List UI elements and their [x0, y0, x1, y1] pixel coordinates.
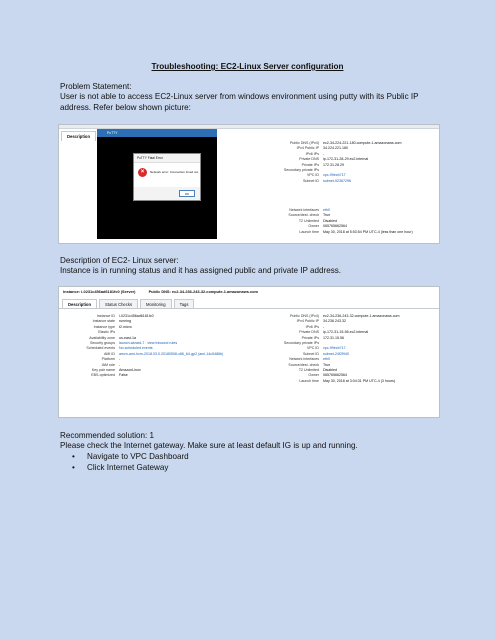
- tab-tags[interactable]: Tags: [174, 299, 195, 309]
- list-item: • Click Internet Gateway: [72, 462, 169, 472]
- detail-value: False: [119, 373, 128, 378]
- detail-key: Subnet ID: [303, 178, 319, 183]
- tab-description[interactable]: Description: [62, 299, 97, 309]
- detail-key: IPv6 IPs: [305, 324, 319, 329]
- detail-key: T2 Unlimited: [298, 368, 319, 373]
- detail-key: Instance state: [92, 319, 115, 324]
- detail-key: Instance ID: [96, 314, 115, 318]
- detail-key: Owner: [308, 224, 319, 229]
- detail-key: T2 Unlimited: [298, 218, 319, 223]
- detail-row: [263, 179, 402, 184]
- error-message: Network error: Connection timed out: [150, 170, 199, 174]
- detail-key: Secondary private IPs: [283, 341, 319, 346]
- instance-header: Instance: i-0231c456ad6181fc0 (Server) Public DNS: ec2-34-236-243-32.compute-1.amazonaws.com: [63, 289, 258, 294]
- detail-key: IAM role: [101, 362, 115, 367]
- detail-value: i-0231c456ad6181fc0: [119, 314, 154, 318]
- detail-key: IPv4 Public IP: [296, 319, 319, 324]
- detail-value: us-east-1a: [119, 335, 136, 340]
- detail-value: ip-172-31-28-29.ec2.internal: [323, 157, 369, 162]
- detail-value: ip-172-31-15-56.ec2.internal: [323, 330, 369, 335]
- detail-value: 34.236.243.32: [323, 319, 346, 324]
- detail-key: Private IPs: [301, 335, 319, 340]
- doc-title: Troubleshooting: EC2-Linux Server configuration: [151, 62, 344, 71]
- detail-value: 065765662564: [323, 373, 347, 378]
- solution-heading: Recommended solution: 1: [60, 431, 155, 440]
- detail-value[interactable]: amzn-ami-hvm-2018.03.0.20180508-x86_64-gp2 (ami-14c5486b): [119, 351, 224, 356]
- detail-key: Private DNS: [299, 330, 319, 335]
- tab-status-checks[interactable]: Status Checks: [99, 299, 138, 309]
- detail-value: True: [323, 213, 331, 218]
- detail-value: 172.31.28.29: [323, 162, 344, 167]
- detail-value: May 30, 2018 at 3:04:31 PM UTC-4 (3 hours): [323, 378, 396, 383]
- detail-key: IPv6 IPs: [305, 151, 319, 156]
- tab-monitoring[interactable]: Monitoring: [140, 299, 172, 309]
- detail-key: Public DNS (IPv4): [290, 314, 319, 318]
- detail-key: EBS-optimized: [91, 373, 115, 378]
- instance-details-1: [263, 141, 402, 184]
- solution-steps: [72, 452, 189, 473]
- detail-value[interactable]: No scheduled events: [119, 346, 153, 351]
- ok-button[interactable]: OK: [179, 190, 195, 197]
- detail-key: Public DNS (IPv4): [290, 141, 319, 145]
- detail-value[interactable]: eth0: [323, 357, 330, 362]
- dialog-title: PuTTY Fatal Error: [134, 154, 200, 163]
- detail-value: May 30, 2018 at 5:53:54 PM UTC-4 (less than one hour): [323, 229, 413, 234]
- error-icon: ×: [138, 168, 147, 177]
- detail-key: VPC ID: [307, 173, 319, 178]
- detail-key: VPC ID: [307, 346, 319, 351]
- detail-key: IPv4 Public IP: [296, 146, 319, 151]
- list-item: • Navigate to VPC Dashboard: [72, 452, 189, 461]
- instance-details-right: [263, 314, 400, 384]
- detail-row: [59, 373, 223, 378]
- detail-key: Elastic IPs: [98, 330, 115, 335]
- detail-value: -: [119, 357, 121, 362]
- detail-key: Scheduled events: [86, 346, 115, 351]
- detail-key: Owner: [308, 373, 319, 378]
- detail-value: -: [119, 362, 121, 367]
- detail-key: Network interfaces: [289, 208, 319, 212]
- instance-details-2: [263, 208, 413, 235]
- detail-row: [263, 379, 400, 384]
- description-heading: Description of EC2- Linux server:: [60, 256, 179, 265]
- detail-key: Source/dest. check: [288, 362, 319, 367]
- description-text: Instance is in running status and it has assigned public and private IP address.: [60, 266, 342, 275]
- detail-value: Disabled: [323, 218, 337, 223]
- detail-value: 065765662564: [323, 224, 347, 229]
- detail-key: Security groups: [90, 341, 115, 346]
- screenshot-instance-description: [58, 286, 440, 418]
- detail-value: ec2-34-236-243-32.compute-1.amazonaws.com: [323, 314, 400, 318]
- detail-value: AmazonLinux: [119, 368, 141, 373]
- detail-key: Subnet ID: [303, 351, 319, 356]
- detail-value: 172.31.15.56: [323, 335, 344, 340]
- detail-value: 34.224.221.180: [323, 146, 348, 151]
- detail-key: Source/dest. check: [288, 213, 319, 218]
- detail-value: running: [119, 319, 131, 324]
- detail-key: Platform: [101, 357, 115, 362]
- detail-value[interactable]: launch-wizard-7 . view inbound rules: [119, 341, 178, 346]
- instance-details-left: [59, 314, 223, 379]
- screenshot-putty-error: [58, 124, 440, 244]
- detail-value[interactable]: subnet-92367296: [323, 178, 351, 183]
- detail-key: Private IPs: [301, 162, 319, 167]
- detail-key: Launch time: [299, 229, 319, 234]
- detail-value: -: [323, 151, 325, 156]
- tab-description[interactable]: Description: [61, 131, 96, 141]
- detail-value: t2.micro: [119, 324, 132, 329]
- detail-value: Disabled: [323, 368, 337, 373]
- fatal-error-dialog: [133, 153, 201, 201]
- detail-key: Launch time: [299, 378, 319, 383]
- detail-value: -: [323, 324, 325, 329]
- detail-value[interactable]: vpc-99ecb717: [323, 173, 346, 178]
- detail-value: ec2-34-224-221-180.compute-1.amazonaws.com: [323, 141, 402, 145]
- putty-titlebar: PuTTY: [97, 129, 217, 137]
- detail-key: AMI ID: [104, 351, 115, 356]
- detail-key: Instance type: [93, 324, 115, 329]
- putty-terminal: [97, 137, 217, 239]
- detail-key: Availability zone: [89, 335, 115, 340]
- detail-key: Key pair name: [91, 368, 115, 373]
- detail-key: Network interfaces: [289, 357, 319, 362]
- detail-row: [263, 230, 413, 235]
- detail-key: Secondary private IPs: [283, 168, 319, 173]
- detail-value[interactable]: eth0: [323, 208, 330, 212]
- problem-text: User is not able to access EC2-Linux server from windows environment using putty with its Public IP address. Refer below shown picture:: [60, 92, 419, 112]
- solution-text: Please check the Internet gateway. Make sure at least default IG is up and running.: [60, 441, 358, 450]
- detail-value[interactable]: vpc-99ecb717: [323, 346, 346, 351]
- detail-value: True: [323, 362, 331, 367]
- detail-key: Private DNS: [299, 157, 319, 162]
- detail-value[interactable]: subnet-24f2f940: [323, 351, 349, 356]
- problem-heading: Problem Statement:: [60, 82, 132, 91]
